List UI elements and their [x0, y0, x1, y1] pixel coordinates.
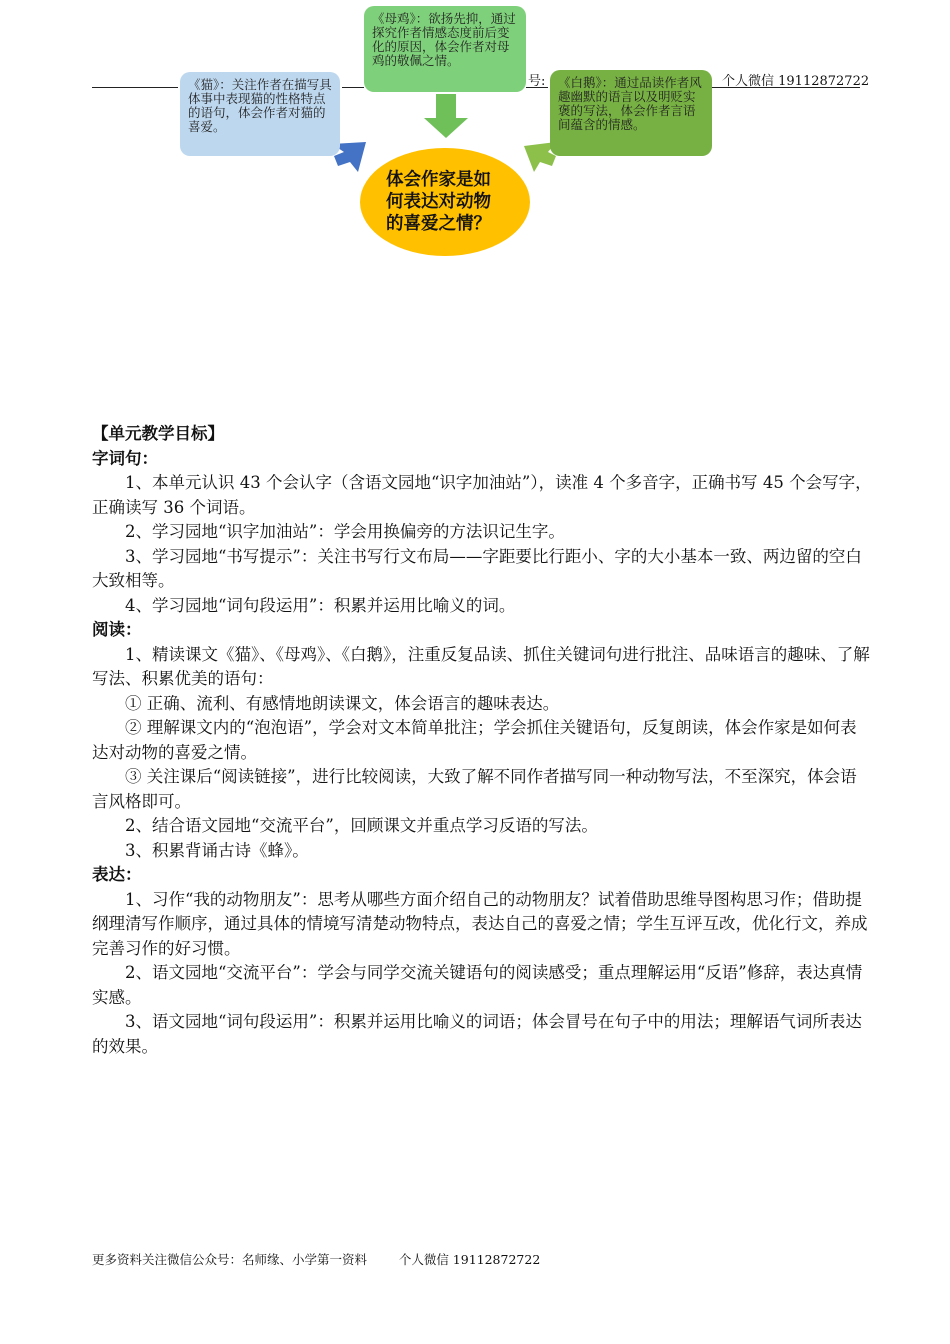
footer: [92, 1250, 540, 1268]
header-wechat: 个人微信 19112872722: [722, 74, 870, 89]
section-heading-reading: 阅读：: [92, 620, 142, 639]
list-item: ② 理解课文内的“泡泡语”，学会对文本简单批注；学会抓住关键语句，反复朗读，体会作家是如何表达对动物的喜爱之情。: [92, 718, 857, 762]
section-title: 【单元教学目标】: [92, 424, 224, 443]
list-item: ③ 关注课后“阅读链接”，进行比较阅读，大致了解不同作者描写同一种动物写法，不至深究，体会语言风格即可。: [92, 767, 857, 811]
section-heading-words: 字词句：: [92, 448, 158, 468]
list-item: 1、本单元认识 43 个会认字（含语文园地“识字加油站”），读准 4 个多音字，正确书写 45 个会写字，正确读写 36 个词语。: [92, 473, 872, 517]
goose-box: 《白鹅》：通过品读作者风趣幽默的语言以及明贬实褒的写法，体会作者言语间蕴含的情感。: [550, 70, 712, 156]
header-partial-text: 号:: [528, 74, 546, 89]
section-heading-expression: 表达：: [92, 865, 142, 884]
center-text: 体会作家是如何表达对动物的喜爱之情？: [386, 170, 491, 234]
list-item: 1、精读课文《猫》、《母鸡》、《白鹅》，注重反复品读、抓住关键词句进行批注、品味语言的趣味、了解写法、积累优美的语句：: [92, 644, 870, 688]
hen-box: 《母鸡》：欲扬先抑，通过探究作者情感态度前后变化的原因，体会作者对母鸡的敬佩之情。: [364, 6, 526, 92]
footer-text: 更多资料关注微信公众号：名师缘、小学第一资料: [92, 1252, 368, 1267]
list-item: 2、结合语文园地“交流平台”，回顾课文并重点学习反语的写法。: [125, 816, 598, 835]
list-item: 3、语文园地“词句段运用”：积累并运用比喻义的词语；体会冒号在句子中的用法；理解语气词所表达的效果。: [92, 1012, 862, 1056]
teaching-goals: [92, 422, 872, 1059]
footer-wechat: 个人微信 19112872722: [398, 1252, 541, 1267]
list-item: 3、积累背诵古诗《蜂》。: [125, 840, 309, 860]
list-item: 3、学习园地“书写提示”：关注书写行文布局——字距要比行距小、字的大小基本一致、两边留的空白大致相等。: [92, 546, 862, 590]
list-item: 2、语文园地“交流平台”：学会与同学交流关键语句的阅读感受；重点理解运用“反语”修辞，表达真情实感。: [92, 963, 863, 1007]
list-item: 4、学习园地“词句段运用”：积累并运用比喻义的词。: [125, 595, 516, 615]
arrow-down-icon: [424, 94, 468, 138]
list-item: ① 正确、流利、有感情地朗读课文，体会语言的趣味表达。: [125, 693, 560, 713]
list-item: 2、学习园地“识字加油站”：学会用换偏旁的方法识记生字。: [125, 522, 565, 541]
cat-box: 《猫》：关注作者在描写具体事中表现猫的性格特点的语句，体会作者对猫的喜爱。: [180, 72, 340, 156]
center-oval: [360, 148, 530, 256]
list-item: 1、习作“我的动物朋友”：思考从哪些方面介绍自己的动物朋友？试着借助思维导图构思习作；借助提纲理清写作顺序，通过具体的情境写清楚动物特点，表达自己的喜爱之情；学生互评互改，优化行文，养成完善习作的好习惯。: [92, 889, 868, 958]
